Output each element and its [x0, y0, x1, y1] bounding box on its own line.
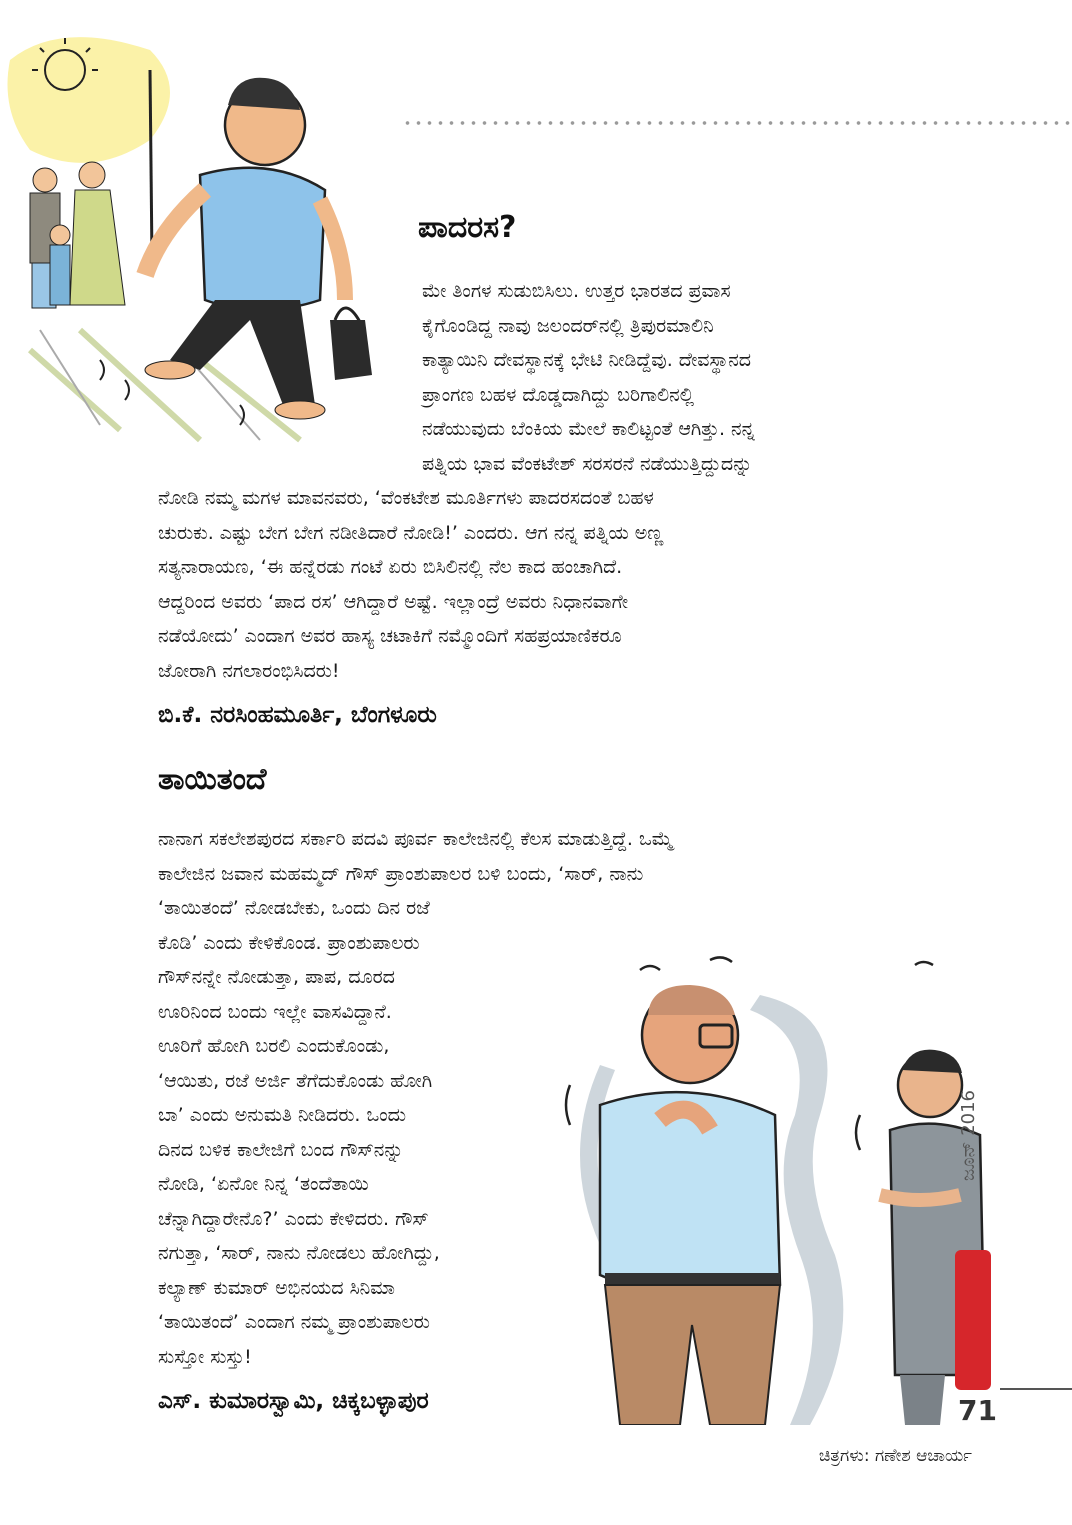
story2-line: ಊರಿಗೆ ಹೋಗಿ ಬರಲಿ ಎಂದುಕೊಂಡು,: [158, 1035, 390, 1057]
story2-line: ಕೊಡಿ’ ಎಂದು ಕೇಳಿಕೊಂಡ. ಪ್ರಾಂಶುಪಾಲರು: [158, 931, 420, 954]
story2-line: ಊರಿನಿಂದ ಬಂದು ಇಲ್ಲೇ ವಾಸವಿದ್ದಾನೆ.: [158, 1000, 392, 1023]
story1-line: ಪತ್ನಿಯ ಭಾವ ವೆಂಕಟೇಶ್ ಸರಸರನೆ ನಡೆಯುತ್ತಿದ್ದುದನ್ನು: [422, 452, 753, 475]
margin-date: ಜೂನ್ 2016: [958, 1090, 979, 1181]
page-number-rule: [1000, 1388, 1072, 1390]
illustration-walking-man: [0, 30, 400, 450]
story1-line: ಕೈಗೊಂಡಿದ್ದ ನಾವು ಜಲಂದರ್‌ನಲ್ಲಿ ತ್ರಿಪುರಮಾಲಿನಿ: [422, 314, 714, 337]
story2-line: ‘ಆಯಿತು, ರಜೆ ಅರ್ಜಿ ತೆಗೆದುಕೊಂಡು ಹೋಗಿ: [158, 1069, 433, 1092]
story2-line: ನೋಡಿ, ‘ಏನೋ ನಿನ್ನ ‘ತಂದೆತಾಯಿ: [158, 1173, 369, 1195]
story1-line: ಮೇ ತಿಂಗಳ ಸುಡುಬಿಸಿಲು. ಉತ್ತರ ಭಾರತದ ಪ್ರವಾಸ: [422, 280, 731, 302]
story2-line: ನಗುತ್ತಾ, ‘ಸಾರ್, ನಾನು ನೋಡಲು ಹೋಗಿದ್ದು,: [158, 1242, 440, 1264]
story1-body: [422, 274, 755, 481]
story2-line: ಚೆನ್ನಾಗಿದ್ದಾರೇನೊ?’ ಎಂದು ಕೇಳಿದರು. ಗೌಸ್: [158, 1207, 429, 1230]
story2-line: ಕಲ್ಯಾಣ್ ಕುಮಾರ್ ಅಭಿನಯದ ಸಿನಿಮಾ: [158, 1276, 396, 1299]
story2-body-wide: [158, 822, 673, 891]
story1-line: ನಡೆಯೋದು’ ಎಂದಾಗ ಅವರ ಹಾಸ್ಯ ಚಟಾಕಿಗೆ ನಮ್ಮೊಂದಿಗೆ ಸಹಪ್ರಯಾಣಿಕರೂ: [158, 625, 622, 647]
story1-line: ಪ್ರಾಂಗಣ ಬಹಳ ದೊಡ್ಡದಾಗಿದ್ದು ಬರಿಗಾಲಿನಲ್ಲಿ: [422, 383, 695, 406]
story1-line: ನೋಡಿ ನಮ್ಮ ಮಗಳ ಮಾವನವರು, ‘ವೆಂಕಟೇಶ ಮೂರ್ತಿಗಳು ಪಾದರಸದಂತೆ ಬಹಳ: [158, 487, 654, 509]
story1-line: ಕಾತ್ಯಾಯಿನಿ ದೇವಸ್ಥಾನಕ್ಕೆ ಭೇಟಿ ನೀಡಿದ್ದೆವು. ದೇವಸ್ಥಾನದ: [422, 349, 752, 371]
story2-line: ನಾನಾಗ ಸಕಲೇಶಪುರದ ಸರ್ಕಾರಿ ಪದವಿ ಪೂರ್ವ ಕಾಲೇಜಿನಲ್ಲಿ ಕೆಲಸ ಮಾಡುತ್ತಿದ್ದೆ. ಒಮ್ಮೆ: [158, 828, 674, 850]
dotted-divider: [402, 120, 1072, 126]
story2-title: ತಾಯಿತಂದೆ: [158, 762, 267, 797]
story2-line: ಗೌಸ್‌ನನ್ನೇ ನೋಡುತ್ತಾ, ಪಾಪ, ದೂರದ: [158, 966, 395, 988]
story2-line: ಬಾ’ ಎಂದು ಅನುಮತಿ ನೀಡಿದರು. ಒಂದು: [158, 1104, 406, 1126]
story1-line: ಜೋರಾಗಿ ನಗಲಾರಂಭಿಸಿದರು!: [158, 659, 340, 682]
story2-line: ‘ತಾಯಿತಂದೆ’ ಎಂದಾಗ ನಮ್ಮ ಪ್ರಾಂಶುಪಾಲರು: [158, 1311, 430, 1333]
story1-author: ಬಿ.ಕೆ. ನರಸಿಂಹಮೂರ್ತಿ, ಬೆಂಗಳೂರು: [158, 702, 437, 728]
illustration-principal-and-peon: [560, 955, 990, 1425]
story2-line: ಸುಸ್ತೋ ಸುಸ್ತು!: [158, 1345, 252, 1368]
story2-line: ‘ತಾಯಿತಂದೆ’ ನೋಡಬೇಕು, ಒಂದು ದಿನ ರಜೆ: [158, 897, 430, 919]
story1-line: ಸತ್ಯನಾರಾಯಣ, ‘ಈ ಹನ್ನೆರಡು ಗಂಟೆ ಏರು ಬಿಸಿಲಿನಲ್ಲಿ ನೆಲ ಕಾದ ಹಂಚಾಗಿದೆ.: [158, 556, 623, 578]
illustration-credit: ಚಿತ್ರಗಳು: ಗಣೇಶ ಆಚಾರ್ಯ: [818, 1446, 972, 1466]
story1-body-wide: [158, 481, 663, 688]
page-number: 71: [958, 1394, 997, 1427]
story1-line: ನಡೆಯುವುದು ಬೆಂಕಿಯ ಮೇಲೆ ಕಾಲಿಟ್ಟಂತೆ ಆಗಿತ್ತು. ನನ್ನ: [422, 418, 755, 440]
story2-author: ಎಸ್. ಕುಮಾರಸ್ವಾಮಿ, ಚಿಕ್ಕಬಳ್ಳಾಪುರ: [158, 1388, 429, 1414]
magazine-logo: [955, 1250, 991, 1390]
story1-line: ಆದ್ದರಿಂದ ಅವರು ‘ಪಾದ ರಸ’ ಆಗಿದ್ದಾರೆ ಅಷ್ಟೆ. ಇಲ್ಲಾಂದ್ರೆ ಅವರು ನಿಧಾನವಾಗೇ: [158, 590, 629, 613]
story1-title: ಪಾದರಸ?: [418, 210, 517, 245]
story2-line: ದಿನದ ಬಳಿಕ ಕಾಲೇಜಿಗೆ ಬಂದ ಗೌಸ್‌ನನ್ನು: [158, 1138, 404, 1161]
story1-line: ಚುರುಕು. ಎಷ್ಟು ಬೇಗ ಬೇಗ ನಡೀತಿದಾರೆ ನೋಡಿ!’ ಎಂದರು. ಆಗ ನನ್ನ ಪತ್ನಿಯ ಅಣ್ಣ: [158, 521, 664, 544]
story2-line: ಕಾಲೇಜಿನ ಜವಾನ ಮಹಮ್ಮದ್ ಗೌಸ್ ಪ್ರಾಂಶುಪಾಲರ ಬಳಿ ಬಂದು, ‘ಸಾರ್, ನಾನು: [158, 862, 644, 885]
story2-body: [158, 891, 440, 1374]
